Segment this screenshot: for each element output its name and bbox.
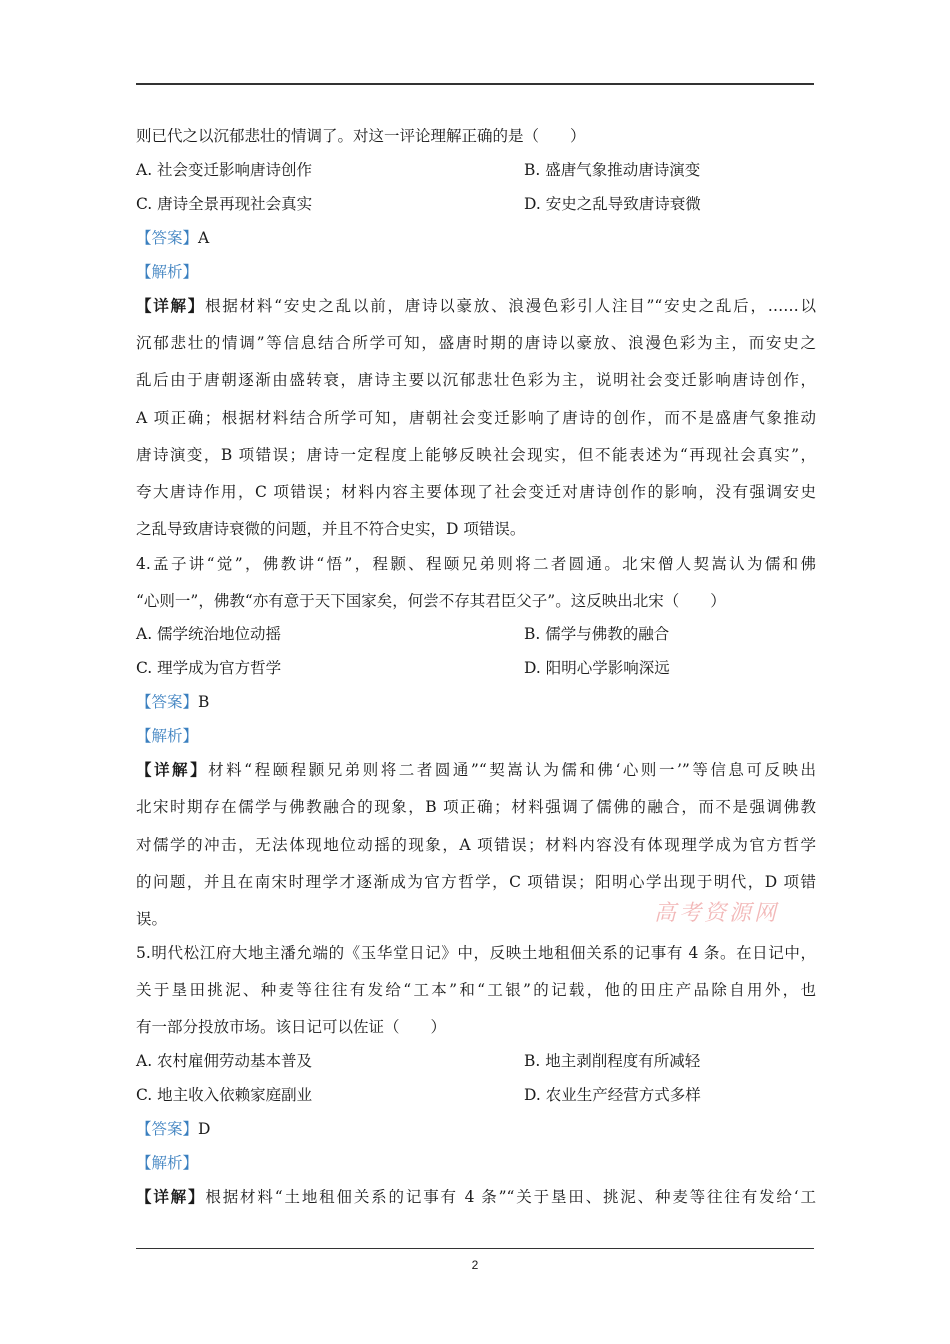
page-number: 2	[471, 1258, 479, 1272]
q4-detail-line: 【详解】材料“程颐程颢兄弟则将二者圆通”“契嵩认为儒和佛‘心则一’”等信息可反映出	[136, 760, 816, 779]
q3-detail-line: 之乱导致唐诗衰微的问题，并且不符合史实，D 项错误。	[136, 520, 526, 538]
q3-option-d: D. 安史之乱导致唐诗衰微	[524, 195, 701, 213]
q5-stem-line: 有一部分投放市场。该日记可以佐证（ ）	[136, 1018, 447, 1036]
watermark: 高考资源网	[654, 901, 780, 926]
q5-detail-line: 【详解】根据材料“土地租佃关系的记事有 4 条”“关于垦田、挑泥、种麦等往往有发给‘工	[136, 1187, 816, 1206]
detail-tag: 【详解】	[136, 1187, 206, 1206]
q5-stem-line: 5.明代松江府大地主潘允端的《玉华堂日记》中，反映土地租佃关系的记事有 4 条。在日记中，	[136, 944, 816, 962]
q5-option-d: D. 农业生产经营方式多样	[524, 1086, 701, 1104]
q3-option-c: C. 唐诗全景再现社会真实	[136, 195, 313, 213]
q4-option-c: C. 理学成为官方哲学	[136, 659, 282, 677]
q4-stem-line: “心则一”，佛教“亦有意于天下国家矣，何尝不存其君臣父子”。这反映出北宋（ ）	[136, 592, 726, 610]
q3-detail-line: 夸大唐诗作用，C 项错误；材料内容主要体现了社会变迁对唐诗创作的影响，没有强调安史	[136, 483, 816, 501]
q5-option-b: B. 地主剥削程度有所减轻	[524, 1052, 701, 1070]
q3-stem-tail: 则已代之以沉郁悲壮的情调了。对这一评论理解正确的是（ ）	[136, 127, 586, 145]
q3-detail-line: 【详解】根据材料“安史之乱以前，唐诗以豪放、浪漫色彩引人注目”“安史之乱后，……以	[136, 296, 816, 315]
q4-stem-line: 4.孟子讲“觉”，佛教讲“悟”，程颢、程颐兄弟则将二者圆通。北宋僧人契嵩认为儒和佛	[136, 555, 816, 573]
q5-option-c: C. 地主收入依赖家庭副业	[136, 1086, 313, 1104]
q4-answer	[136, 692, 209, 712]
q3-detail-line: A 项正确；根据材料结合所学可知，唐朝社会变迁影响了唐诗的创作，而不是盛唐气象推动	[136, 409, 816, 427]
header-rule	[136, 83, 814, 85]
answer-tag: 【答案】	[136, 229, 199, 247]
q5-stem-line: 关于垦田挑泥、种麦等往往有发给“工本”和“工银”的记载，他的田庄产品除自用外，也	[136, 981, 816, 999]
q4-detail-line: 的问题，并且在南宋时理学才逐渐成为官方哲学，C 项错误；阳明心学出现于明代，D 项错	[136, 873, 816, 891]
q3-analysis-tag: 【解析】	[136, 263, 199, 281]
q4-detail-line: 误。	[136, 910, 168, 928]
q4-option-a: A. 儒学统治地位动摇	[136, 625, 282, 643]
q5-option-a: A. 农村雇佣劳动基本普及	[136, 1052, 313, 1070]
detail-tag: 【详解】	[136, 296, 206, 315]
footer-rule	[136, 1248, 814, 1249]
q4-analysis-tag: 【解析】	[136, 727, 199, 745]
q3-option-a: A. 社会变迁影响唐诗创作	[136, 161, 313, 179]
q3-detail-line: 沉郁悲壮的情调”等信息结合所学可知，盛唐时期的唐诗以豪放、浪漫色彩为主，而安史之	[136, 334, 816, 352]
answer-value: B	[198, 693, 210, 711]
answer-value: A	[198, 229, 210, 247]
q3-detail-line: 唐诗演变，B 项错误；唐诗一定程度上能够反映社会现实，但不能表述为“再现社会真实”，	[136, 446, 816, 464]
answer-value: D	[198, 1120, 211, 1138]
answer-tag: 【答案】	[136, 693, 199, 711]
q4-option-d: D. 阳明心学影响深远	[524, 659, 670, 677]
q4-option-b: B. 儒学与佛教的融合	[524, 625, 670, 643]
answer-tag: 【答案】	[136, 1120, 199, 1138]
detail-tag: 【详解】	[136, 760, 209, 779]
q3-answer	[136, 228, 209, 248]
q3-option-b: B. 盛唐气象推动唐诗演变	[524, 161, 701, 179]
q3-detail-line: 乱后由于唐朝逐渐由盛转衰，唐诗主要以沉郁悲壮色彩为主，说明社会变迁影响唐诗创作，	[136, 371, 816, 389]
q5-answer	[136, 1119, 210, 1139]
q5-analysis-tag: 【解析】	[136, 1154, 199, 1172]
q4-detail-line: 对儒学的冲击，无法体现地位动摇的现象，A 项错误；材料内容没有体现理学成为官方哲学	[136, 836, 816, 854]
q4-detail-line: 北宋时期存在儒学与佛教融合的现象，B 项正确；材料强调了儒佛的融合，而不是强调佛教	[136, 798, 816, 816]
